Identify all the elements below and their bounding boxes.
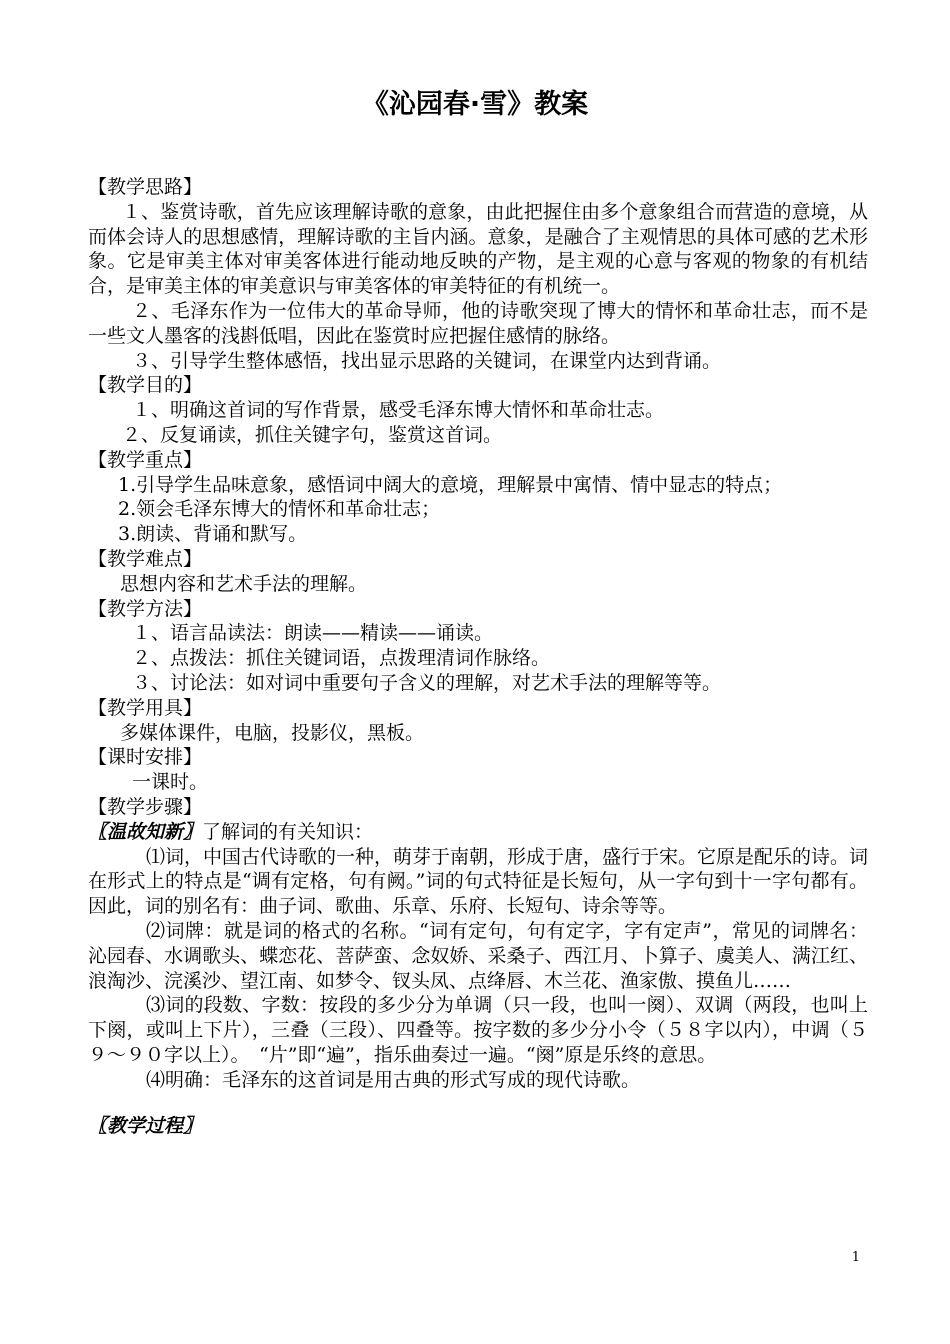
- review-line: [88, 820, 868, 845]
- section-heading-goals: 【教学目的】: [88, 374, 203, 397]
- knowledge-paragraph-1: ⑴词，中国古代诗歌的一种，萌芽于南朝，形成于唐，盛行于宋。它原是配乐的诗。词在形式上的特点是“调有定格，句有阙。”词的句式特征是长短句，从一字句到十一字句都有。因此，词的别名有：曲子词、歌曲、乐章、乐府、长短句、诗余等等。: [88, 845, 869, 918]
- review-label: 〖温故知新〗: [88, 820, 203, 843]
- difficulty-text: 思想内容和艺术手法的理解。: [120, 572, 368, 595]
- knowledge-paragraph-4: ⑷明确：毛泽东的这首词是用古典的形式写成的现代诗歌。: [146, 1068, 641, 1091]
- section-heading-difficulty: 【教学难点】: [88, 547, 203, 570]
- review-text: 了解词的有关知识：: [202, 820, 374, 843]
- method-item-1: １、语言品读法：朗读——精读——诵读。: [132, 622, 494, 645]
- thinking-paragraph-3: ３、引导学生整体感悟，找出显示思路的关键词，在课堂内达到背诵。: [132, 349, 722, 372]
- knowledge-paragraph-2: ⑵词牌：就是词的格式的名称。“词有定句，句有定字，字有定声”，常见的词牌名：沁园春、水调歌头、蝶恋花、菩萨蛮、念奴娇、采桑子、西江月、卜算子、虞美人、满江红、浪淘沙、浣溪沙、望江南、如梦令、钗头凤、点绛唇、木兰花、渔家傲、摸鱼儿……: [88, 919, 868, 992]
- document-body: [88, 175, 868, 1139]
- section-heading-steps: 【教学步骤】: [88, 795, 203, 818]
- method-item-2: ２、点拨法：抓住关键词语，点拨理清词作脉络。: [132, 647, 551, 670]
- knowledge-paragraph-3: ⑶词的段数、字数：按段的多少分为单调（只一段，也叫一阕）、双调（两段，也叫上下阕，或叫上下片），三叠（三段）、四叠等。按字数的多少分小令（５８字以内），中调（５９～９０字以上）。 “片”即“遍”，指乐曲奏过一遍。“阕”原是乐终的意思。: [88, 994, 868, 1066]
- tools-text: 多媒体课件，电脑，投影仪，黑板。: [120, 721, 425, 744]
- method-item-3: ３、讨论法：如对词中重要句子含义的理解，对艺术手法的理解等等。: [132, 671, 722, 694]
- goals-item-1: １、明确这首词的写作背景，感受毛泽东博大情怀和革命壮志。: [132, 399, 665, 422]
- page-number: 1: [851, 1250, 860, 1265]
- spacer: [88, 1092, 868, 1114]
- document-title: 《沁园春·雪》教案: [361, 89, 589, 120]
- goals-item-2: ２、反复诵读，抓住关键字句，鉴赏这首词。: [122, 423, 503, 446]
- key-point-2: 2.领会毛泽东博大的情怀和革命壮志；: [118, 498, 441, 521]
- thinking-paragraph-2: ２、毛泽东作为一位伟大的革命导师，他的诗歌突现了博大的情怀和革命壮志，而不是一些文人墨客的浅斟低唱，因此在鉴赏时应把握住感情的脉络。: [88, 299, 868, 347]
- section-heading-key-points: 【教学重点】: [88, 448, 203, 471]
- section-heading-methods: 【教学方法】: [88, 597, 203, 620]
- schedule-text: 一课时。: [132, 771, 209, 794]
- thinking-paragraph-1: １、鉴赏诗歌，首先应该理解诗歌的意象，由此把握住由多个意象组合而营造的意境，从而体会诗人的思想感情，理解诗歌的主旨内涵。意象，是融合了主观情思的具体可感的艺术形象。它是审美主体对审美客体进行能动地反映的产物，是主观的心意与客观的物象的有机结合，是审美主体的审美意识与审美客体的审美特征的有机统一。: [88, 200, 868, 298]
- process-label: 〖教学过程〗: [88, 1115, 203, 1138]
- section-heading-tools: 【教学用具】: [88, 696, 203, 719]
- key-point-1: 1.引导学生品味意象，感悟词中阔大的意境，理解景中寓情、情中显志的特点；: [118, 473, 783, 496]
- section-heading-thinking: 【教学思路】: [88, 176, 203, 198]
- key-point-3: 3.朗读、背诵和默写。: [118, 523, 308, 546]
- section-heading-schedule: 【课时安排】: [88, 746, 203, 769]
